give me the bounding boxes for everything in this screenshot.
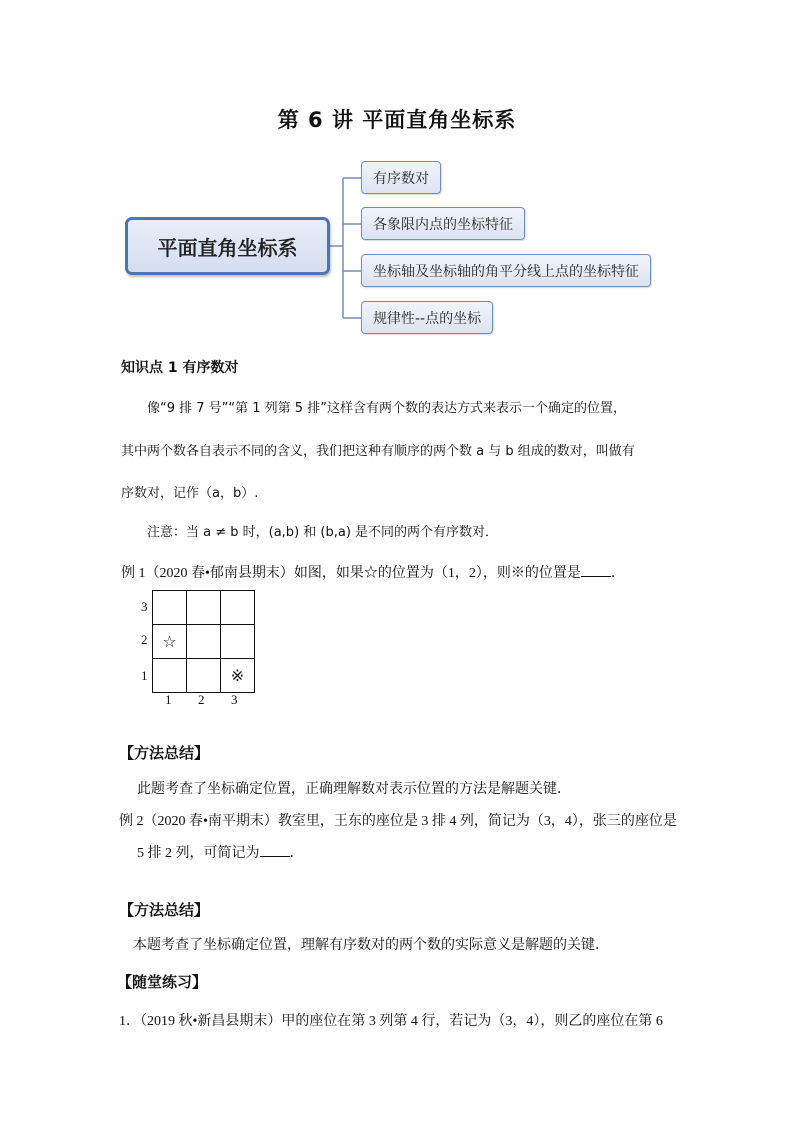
mindmap-branch-quadrants: 各象限内点的坐标特征 bbox=[361, 207, 525, 240]
answer-blank bbox=[581, 564, 611, 577]
method-summary-heading: 【方法总结】 bbox=[119, 901, 210, 919]
method-summary-text: 本题考查了坐标确定位置，理解有序数对的两个数的实际意义是解题的关键． bbox=[133, 938, 609, 953]
grid-cell bbox=[153, 591, 187, 625]
page-title: 第 6 讲 平面直角坐标系 bbox=[277, 108, 517, 132]
mindmap-branch-patterns: 规律性--点的坐标 bbox=[361, 301, 493, 334]
method-summary-text: 此题考查了坐标确定位置，正确理解数对表示位置的方法是解题关键． bbox=[137, 782, 571, 797]
mindmap-root: 平面直角坐标系 bbox=[125, 217, 330, 275]
grid-cell bbox=[187, 625, 221, 659]
grid-cell bbox=[153, 659, 187, 693]
example-text: 例 1（2020 春•郁南县期末）如图，如果☆的位置为（1，2），则※的位置是 bbox=[121, 566, 581, 581]
example-question: 例 2（2020 春•南平期末）教室里，王东的座位是 3 排 4 列，简记为（3，4），张三的座位是 bbox=[119, 814, 677, 829]
paragraph-line: 像“9 排 7 号”“第 1 列第 5 排”这样含有两个数的表达方式来表示一个确定的位置， bbox=[147, 401, 626, 416]
x-axis-label: 2 bbox=[198, 692, 205, 707]
example-question bbox=[121, 562, 625, 582]
position-grid bbox=[152, 590, 255, 693]
x-axis-label: 3 bbox=[231, 692, 238, 707]
grid-cell-reference-mark: ※ bbox=[221, 659, 255, 693]
mindmap-connectors bbox=[0, 0, 794, 400]
grid-cell bbox=[221, 625, 255, 659]
section-heading: 知识点 1 有序数对 bbox=[121, 360, 239, 376]
method-summary-heading: 【方法总结】 bbox=[119, 744, 210, 762]
grid-cell-star: ☆ bbox=[153, 625, 187, 659]
x-axis-label: 1 bbox=[165, 692, 172, 707]
example-text-end: ． bbox=[610, 566, 625, 581]
note-text: 注意：当 a ≠ b 时，(a,b) 和 (b,a) 是不同的两个有序数对． bbox=[147, 525, 499, 540]
grid-row bbox=[153, 659, 255, 693]
y-axis-label: 2 bbox=[141, 632, 148, 647]
y-axis-label: 3 bbox=[141, 599, 148, 614]
answer-blank bbox=[260, 844, 290, 857]
grid-row bbox=[153, 591, 255, 625]
grid-cell bbox=[187, 659, 221, 693]
paragraph-line: 序数对，记作（a，b）. bbox=[121, 486, 259, 501]
paragraph-line: 其中两个数各自表示不同的含义，我们把这种有顺序的两个数 a 与 b 组成的数对，叫做有 bbox=[121, 444, 635, 459]
practice-heading: 【随堂练习】 bbox=[117, 973, 208, 991]
example-text: 5 排 2 列，可简记为 bbox=[137, 846, 260, 861]
grid-cell bbox=[221, 591, 255, 625]
grid-cell bbox=[187, 591, 221, 625]
grid-row bbox=[153, 625, 255, 659]
y-axis-label: 1 bbox=[141, 668, 148, 683]
practice-item: 1．（2019 秋•新昌县期末）甲的座位在第 3 列第 4 行，若记为（3，4），则乙的座位在第 6 bbox=[119, 1014, 663, 1029]
example-question-cont bbox=[137, 842, 304, 862]
mindmap-branch-ordered-pairs: 有序数对 bbox=[361, 161, 441, 194]
mindmap-branch-axes: 坐标轴及坐标轴的角平分线上点的坐标特征 bbox=[361, 254, 651, 287]
example-text-end: ． bbox=[289, 846, 304, 861]
